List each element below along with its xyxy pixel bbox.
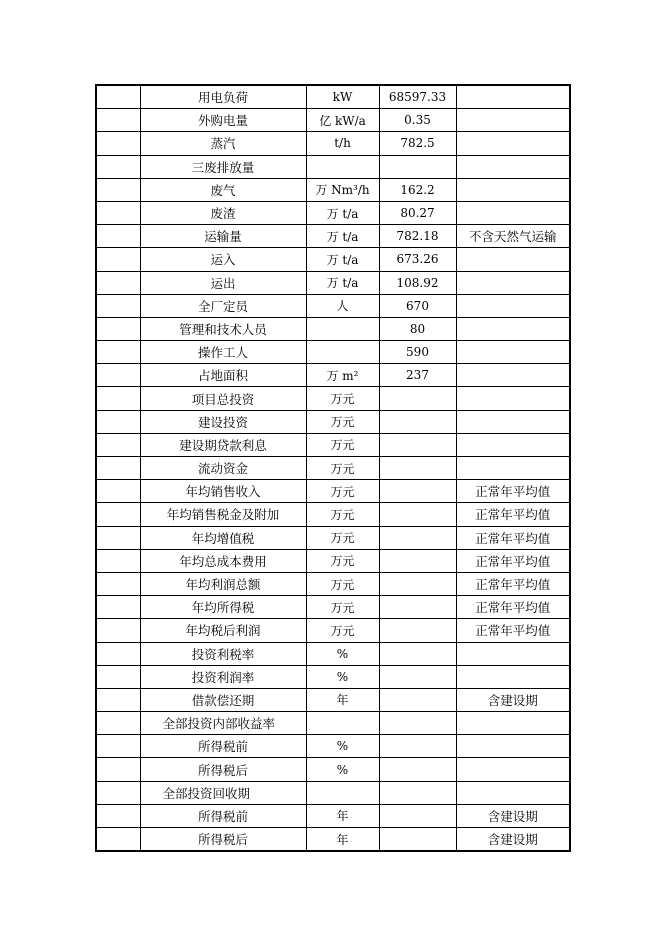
note-cell — [456, 294, 570, 317]
row-number-cell — [96, 457, 140, 480]
note-cell — [456, 457, 570, 480]
table-row — [96, 271, 570, 294]
value-cell — [379, 688, 456, 711]
note-cell — [456, 155, 570, 178]
value-cell — [379, 457, 456, 480]
item-name-cell: 三废排放量 — [140, 155, 306, 178]
table-row — [96, 341, 570, 364]
unit-cell: 万 t/a — [306, 248, 379, 271]
table-row — [96, 758, 570, 781]
table-row — [96, 433, 570, 456]
unit-cell: 万元 — [306, 596, 379, 619]
table-row — [96, 294, 570, 317]
unit-cell: t/h — [306, 132, 379, 155]
note-cell — [456, 201, 570, 224]
unit-cell: 万元 — [306, 619, 379, 642]
row-number-cell — [96, 526, 140, 549]
row-number-cell — [96, 758, 140, 781]
row-number-cell — [96, 804, 140, 827]
note-cell — [456, 781, 570, 804]
unit-cell — [306, 712, 379, 735]
unit-cell: 万元 — [306, 503, 379, 526]
item-name-cell: 所得税后 — [140, 828, 306, 852]
table-row — [96, 480, 570, 503]
value-cell — [379, 619, 456, 642]
value-cell — [379, 572, 456, 595]
item-name-cell: 建设投资 — [140, 410, 306, 433]
unit-cell — [306, 317, 379, 340]
unit-cell: % — [306, 758, 379, 781]
row-number-cell — [96, 109, 140, 132]
unit-cell — [306, 781, 379, 804]
value-cell — [379, 503, 456, 526]
row-number-cell — [96, 572, 140, 595]
unit-cell: 万元 — [306, 457, 379, 480]
value-cell: 782.18 — [379, 225, 456, 248]
value-cell — [379, 642, 456, 665]
row-number-cell — [96, 85, 140, 109]
unit-cell: 年 — [306, 688, 379, 711]
unit-cell: 万 t/a — [306, 201, 379, 224]
item-name-cell: 建设期贷款利息 — [140, 433, 306, 456]
table-row — [96, 201, 570, 224]
value-cell — [379, 155, 456, 178]
note-cell: 正常年平均值 — [456, 619, 570, 642]
row-number-cell — [96, 225, 140, 248]
unit-cell: 万元 — [306, 572, 379, 595]
value-cell: 162.2 — [379, 178, 456, 201]
unit-cell: % — [306, 665, 379, 688]
unit-cell: 万 t/a — [306, 225, 379, 248]
note-cell — [456, 178, 570, 201]
row-number-cell — [96, 735, 140, 758]
item-name-cell: 外购电量 — [140, 109, 306, 132]
table-row — [96, 85, 570, 109]
unit-cell — [306, 341, 379, 364]
note-cell: 正常年平均值 — [456, 480, 570, 503]
note-cell: 含建设期 — [456, 804, 570, 827]
unit-cell — [306, 155, 379, 178]
unit-cell: 人 — [306, 294, 379, 317]
note-cell: 不含天然气运输 — [456, 225, 570, 248]
item-name-cell: 所得税前 — [140, 804, 306, 827]
table-row — [96, 642, 570, 665]
value-cell: 108.92 — [379, 271, 456, 294]
note-cell: 正常年平均值 — [456, 596, 570, 619]
unit-cell: 万 Nm³/h — [306, 178, 379, 201]
value-cell — [379, 665, 456, 688]
note-cell — [456, 248, 570, 271]
note-cell — [456, 758, 570, 781]
unit-cell: 万元 — [306, 433, 379, 456]
table-row — [96, 457, 570, 480]
item-name-cell: 运出 — [140, 271, 306, 294]
table-row — [96, 781, 570, 804]
note-cell — [456, 642, 570, 665]
item-name-cell: 流动资金 — [140, 457, 306, 480]
row-number-cell — [96, 271, 140, 294]
value-cell — [379, 480, 456, 503]
value-cell — [379, 596, 456, 619]
note-cell: 正常年平均值 — [456, 503, 570, 526]
row-number-cell — [96, 317, 140, 340]
value-cell: 782.5 — [379, 132, 456, 155]
value-cell: 670 — [379, 294, 456, 317]
table-row — [96, 712, 570, 735]
item-name-cell: 蒸汽 — [140, 132, 306, 155]
item-name-cell: 年均增值税 — [140, 526, 306, 549]
note-cell — [456, 109, 570, 132]
note-cell — [456, 712, 570, 735]
row-number-cell — [96, 712, 140, 735]
table-row — [96, 132, 570, 155]
item-name-cell: 所得税后 — [140, 758, 306, 781]
table-row — [96, 572, 570, 595]
row-number-cell — [96, 364, 140, 387]
item-name-cell: 年均销售税金及附加 — [140, 503, 306, 526]
item-name-cell: 占地面积 — [140, 364, 306, 387]
note-cell: 正常年平均值 — [456, 549, 570, 572]
item-name-cell: 管理和技术人员 — [140, 317, 306, 340]
value-cell: 673.26 — [379, 248, 456, 271]
row-number-cell — [96, 248, 140, 271]
unit-cell: 万元 — [306, 526, 379, 549]
value-cell: 68597.33 — [379, 85, 456, 109]
table-row — [96, 549, 570, 572]
note-cell — [456, 387, 570, 410]
item-name-cell: 所得税前 — [140, 735, 306, 758]
row-number-cell — [96, 828, 140, 852]
item-name-cell: 运输量 — [140, 225, 306, 248]
row-number-cell — [96, 341, 140, 364]
value-cell: 0.35 — [379, 109, 456, 132]
note-cell — [456, 132, 570, 155]
table-row — [96, 503, 570, 526]
note-cell — [456, 85, 570, 109]
value-cell — [379, 387, 456, 410]
value-cell — [379, 828, 456, 852]
table-row — [96, 109, 570, 132]
table-row — [96, 248, 570, 271]
unit-cell: 万 m² — [306, 364, 379, 387]
note-cell — [456, 364, 570, 387]
row-number-cell — [96, 433, 140, 456]
unit-cell: % — [306, 735, 379, 758]
item-name-cell: 废气 — [140, 178, 306, 201]
value-cell — [379, 433, 456, 456]
value-cell — [379, 735, 456, 758]
value-cell: 237 — [379, 364, 456, 387]
row-number-cell — [96, 665, 140, 688]
value-cell — [379, 410, 456, 433]
table-row — [96, 364, 570, 387]
table-row — [96, 596, 570, 619]
unit-cell: 年 — [306, 828, 379, 852]
unit-cell: 万元 — [306, 410, 379, 433]
item-name-cell: 年均税后利润 — [140, 619, 306, 642]
unit-cell: % — [306, 642, 379, 665]
value-cell: 590 — [379, 341, 456, 364]
row-number-cell — [96, 503, 140, 526]
row-number-cell — [96, 410, 140, 433]
value-cell: 80.27 — [379, 201, 456, 224]
table-row — [96, 828, 570, 852]
table-row — [96, 735, 570, 758]
note-cell — [456, 433, 570, 456]
row-number-cell — [96, 155, 140, 178]
row-number-cell — [96, 642, 140, 665]
note-cell — [456, 341, 570, 364]
row-number-cell — [96, 688, 140, 711]
item-name-cell: 废渣 — [140, 201, 306, 224]
item-name-cell: 全部投资内部收益率 — [140, 712, 306, 735]
table-row — [96, 619, 570, 642]
value-cell — [379, 781, 456, 804]
row-number-cell — [96, 619, 140, 642]
unit-cell: 万 t/a — [306, 271, 379, 294]
item-name-cell: 年均利润总额 — [140, 572, 306, 595]
row-number-cell — [96, 294, 140, 317]
item-name-cell: 投资利税率 — [140, 642, 306, 665]
item-name-cell: 操作工人 — [140, 341, 306, 364]
row-number-cell — [96, 596, 140, 619]
item-name-cell: 全厂定员 — [140, 294, 306, 317]
table-row — [96, 155, 570, 178]
row-number-cell — [96, 781, 140, 804]
item-name-cell: 用电负荷 — [140, 85, 306, 109]
unit-cell: 万元 — [306, 387, 379, 410]
unit-cell: 万元 — [306, 549, 379, 572]
row-number-cell — [96, 549, 140, 572]
value-cell: 80 — [379, 317, 456, 340]
note-cell: 含建设期 — [456, 688, 570, 711]
item-name-cell: 运入 — [140, 248, 306, 271]
row-number-cell — [96, 201, 140, 224]
table-row — [96, 410, 570, 433]
note-cell — [456, 317, 570, 340]
item-name-cell: 投资利润率 — [140, 665, 306, 688]
item-name-cell: 项目总投资 — [140, 387, 306, 410]
value-cell — [379, 526, 456, 549]
item-name-cell: 年均总成本费用 — [140, 549, 306, 572]
table-row — [96, 317, 570, 340]
note-cell: 正常年平均值 — [456, 572, 570, 595]
table-row — [96, 665, 570, 688]
note-cell — [456, 735, 570, 758]
item-name-cell: 全部投资回收期 — [140, 781, 306, 804]
unit-cell: 万元 — [306, 480, 379, 503]
row-number-cell — [96, 387, 140, 410]
note-cell: 正常年平均值 — [456, 526, 570, 549]
value-cell — [379, 804, 456, 827]
table-row — [96, 804, 570, 827]
table-row — [96, 387, 570, 410]
table-row — [96, 688, 570, 711]
unit-cell: 亿 kW/a — [306, 109, 379, 132]
row-number-cell — [96, 178, 140, 201]
item-name-cell: 借款偿还期 — [140, 688, 306, 711]
note-cell: 含建设期 — [456, 828, 570, 852]
item-name-cell: 年均所得税 — [140, 596, 306, 619]
table-row — [96, 526, 570, 549]
row-number-cell — [96, 132, 140, 155]
table-body — [96, 85, 570, 851]
table-row — [96, 225, 570, 248]
table-row — [96, 178, 570, 201]
project-indicator-table — [95, 84, 571, 852]
unit-cell: 年 — [306, 804, 379, 827]
value-cell — [379, 758, 456, 781]
row-number-cell — [96, 480, 140, 503]
note-cell — [456, 271, 570, 294]
note-cell — [456, 665, 570, 688]
value-cell — [379, 712, 456, 735]
item-name-cell: 年均销售收入 — [140, 480, 306, 503]
note-cell — [456, 410, 570, 433]
value-cell — [379, 549, 456, 572]
unit-cell: kW — [306, 85, 379, 109]
